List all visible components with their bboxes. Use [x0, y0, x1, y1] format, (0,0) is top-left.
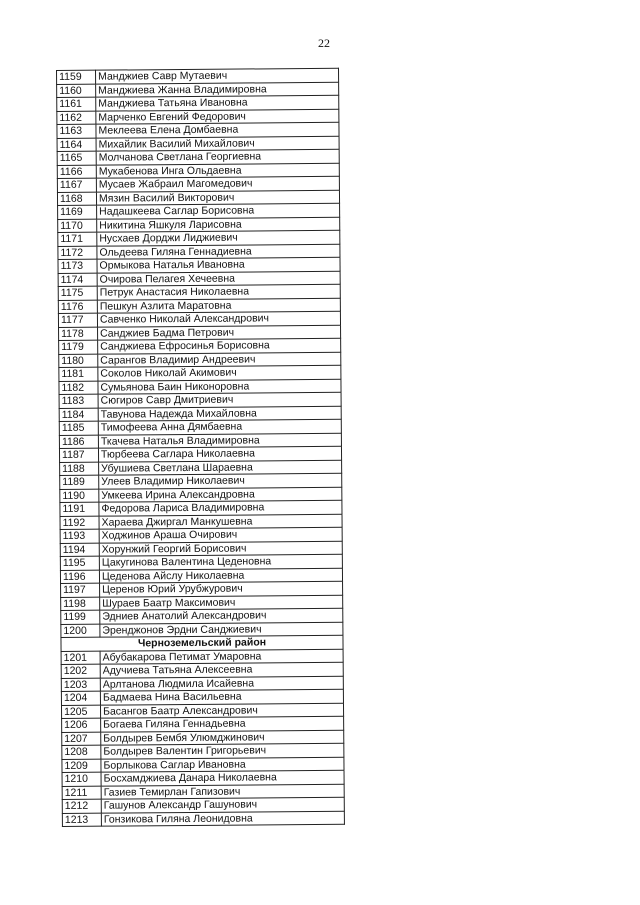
person-name: Адучиева Татьяна Алексеевна	[100, 662, 343, 677]
row-number: 1191	[60, 502, 99, 516]
row-number: 1186	[59, 435, 98, 449]
person-name: Манджиева Жанна Владимировна	[96, 82, 339, 97]
row-number: 1161	[57, 97, 96, 111]
row-number: 1172	[58, 246, 97, 260]
row-number: 1195	[60, 556, 99, 570]
person-name: Манджиева Татьяна Ивановна	[96, 95, 339, 110]
person-name: Очирова Пелагея Хечеевна	[97, 271, 340, 286]
row-number: 1174	[58, 273, 97, 287]
row-number: 1206	[62, 718, 101, 732]
person-name: Ольдеева Гиляна Геннадиевна	[97, 244, 340, 259]
row-number: 1162	[57, 111, 96, 125]
row-number: 1183	[59, 394, 98, 408]
person-name: Тимофеева Анна Дямбаевна	[98, 419, 341, 434]
row-number: 1184	[59, 408, 98, 422]
person-name: Соколов Николай Акимович	[98, 365, 341, 380]
row-number: 1165	[57, 151, 96, 165]
row-number: 1164	[57, 138, 96, 152]
table-row	[62, 811, 344, 827]
row-number: 1199	[61, 610, 100, 624]
row-number: 1187	[59, 448, 98, 462]
row-number: 1197	[61, 583, 100, 597]
row-number: 1209	[62, 759, 101, 773]
person-name: Церенов Юрий Урубжурович	[100, 581, 343, 596]
person-name: Меклеева Елена Домбаевна	[96, 122, 339, 137]
person-name: Нусхаев Дорджи Лиджиевич	[97, 230, 340, 245]
person-name: Пешкун Азлита Маратовна	[97, 298, 340, 313]
person-name: Гашунов Александр Гашунович	[101, 797, 344, 812]
person-name: Хорунжий Георгий Борисович	[99, 541, 342, 556]
row-number: 1194	[60, 543, 99, 557]
person-name: Сюгиров Савр Дмитриевич	[98, 392, 341, 407]
row-number: 1190	[60, 489, 99, 503]
person-name: Молчанова Светлана Георгиевна	[96, 149, 339, 164]
person-name: Ходжинов Араша Очирович	[99, 527, 342, 542]
person-name: Сарангов Владимир Андреевич	[98, 352, 341, 367]
person-name: Санджиев Бадма Петрович	[98, 325, 341, 340]
person-name: Никитина Яшкуля Ларисовна	[97, 217, 340, 232]
row-number: 1178	[59, 327, 98, 341]
person-name: Петрук Анастасия Николаевна	[97, 284, 340, 299]
person-name: Убушиева Светлана Шараевна	[99, 460, 342, 475]
row-number: 1189	[60, 475, 99, 489]
person-name: Богаева Гиляна Геннадьевна	[101, 716, 344, 731]
person-name: Мязин Василий Викторович	[96, 190, 339, 205]
person-name: Хараева Джиргал Манкушевна	[99, 514, 342, 529]
person-name: Шураев Баатр Максимович	[100, 595, 343, 610]
person-name: Басангов Баатр Александрович	[100, 703, 343, 718]
person-name: Тюрбеева Саглара Николаевна	[98, 446, 341, 461]
person-name: Тавунова Надежда Михайловна	[98, 406, 341, 421]
person-name: Умкеева Ирина Александровна	[99, 487, 342, 502]
person-name: Бадмаева Нина Васильевна	[100, 689, 343, 704]
person-name: Мусаев Жабраил Магомедович	[96, 176, 339, 191]
person-name: Ормыкова Наталья Ивановна	[97, 257, 340, 272]
person-name: Федорова Лариса Владимировна	[99, 500, 342, 515]
row-number: 1160	[57, 84, 96, 98]
person-name: Улеев Владимир Николаевич	[99, 473, 342, 488]
name-list-table	[56, 68, 345, 827]
row-number: 1201	[61, 651, 100, 665]
person-name: Абубакарова Петимат Умаровна	[100, 649, 343, 664]
row-number: 1167	[57, 178, 96, 192]
row-number: 1179	[59, 340, 98, 354]
row-number: 1192	[60, 516, 99, 530]
person-name: Савченко Николай Александрович	[97, 311, 340, 326]
row-number: 1213	[62, 813, 101, 827]
person-name: Цакугинова Валентина Цеденовна	[99, 554, 342, 569]
person-name: Марченко Евгений Федорович	[96, 109, 339, 124]
person-name: Босхамджиева Данара Николаевна	[101, 770, 344, 785]
person-name: Манджиев Савр Мутаевич	[96, 68, 339, 83]
row-number: 1198	[61, 597, 100, 611]
row-number: 1166	[57, 165, 96, 179]
person-name: Санджиева Ефросинья Борисовна	[98, 338, 341, 353]
person-name: Ткачева Наталья Владимировна	[98, 433, 341, 448]
row-number: 1210	[62, 772, 101, 786]
person-name: Цеденова Айслу Николаевна	[99, 568, 342, 583]
row-number: 1168	[57, 192, 96, 206]
name-list-body	[57, 68, 345, 826]
person-name: Болдырев Бембя Улюмджинович	[101, 730, 344, 745]
row-number: 1200	[61, 624, 100, 638]
row-number: 1212	[62, 799, 101, 813]
person-name: Надашкеева Саглар Борисовна	[97, 203, 340, 218]
person-name: Эренджонов Эрдни Санджиевич	[100, 622, 343, 637]
row-number: 1175	[58, 286, 97, 300]
row-number: 1163	[57, 124, 96, 138]
row-number: 1176	[58, 300, 97, 314]
row-number: 1196	[60, 570, 99, 584]
person-name: Газиев Темирлан Гапизович	[101, 784, 344, 799]
person-name: Сумьянова Баин Никоноровна	[98, 379, 341, 394]
person-name: Борлыкова Саглар Ивановна	[101, 757, 344, 772]
row-number: 1207	[62, 732, 101, 746]
row-number: 1205	[61, 705, 100, 719]
row-number: 1211	[62, 786, 101, 800]
row-number: 1193	[60, 529, 99, 543]
row-number: 1159	[57, 70, 96, 84]
person-name: Михайлик Василий Михайлович	[96, 136, 339, 151]
row-number: 1188	[60, 462, 99, 476]
row-number: 1185	[59, 421, 98, 435]
row-number: 1169	[58, 205, 97, 219]
row-number: 1181	[59, 367, 98, 381]
person-name: Мукабенова Инга Ольдаевна	[96, 163, 339, 178]
row-number: 1173	[58, 259, 97, 273]
person-name: Эдниев Анатолий Александрович	[100, 608, 343, 623]
row-number: 1182	[59, 381, 98, 395]
person-name: Болдырев Валентин Григорьевич	[101, 743, 344, 758]
person-name: Арлтанова Людмила Исайевна	[100, 676, 343, 691]
row-number: 1171	[58, 232, 97, 246]
row-number: 1204	[61, 691, 100, 705]
row-number: 1203	[61, 678, 100, 692]
person-name: Гонзикова Гиляна Леонидовна	[101, 811, 344, 826]
page-number: 22	[318, 36, 330, 50]
section-title: Черноземельский район	[61, 635, 343, 651]
row-number: 1180	[59, 354, 98, 368]
row-number: 1202	[61, 664, 100, 678]
row-number: 1208	[62, 745, 101, 759]
row-number: 1177	[58, 313, 97, 327]
row-number: 1170	[58, 219, 97, 233]
